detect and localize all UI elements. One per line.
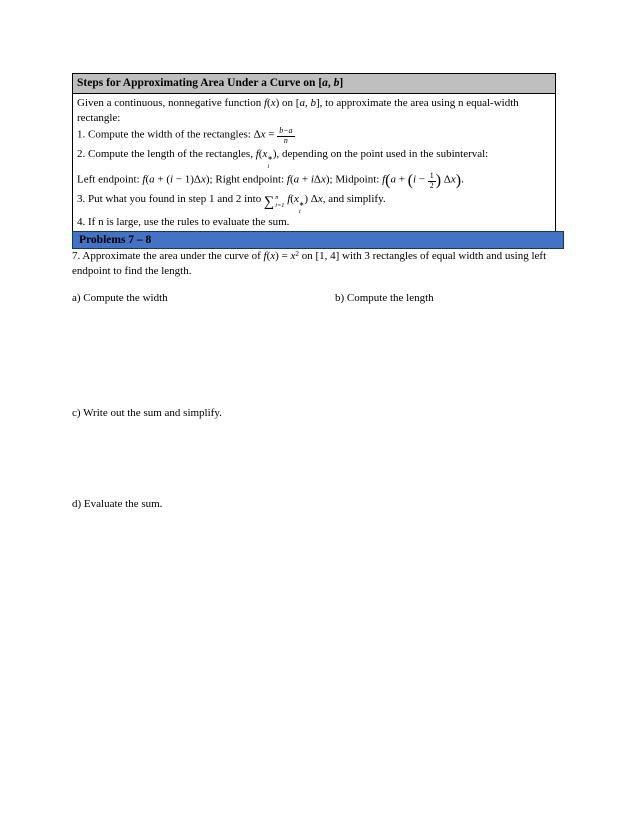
part-a-label: a) Compute the width [72,292,168,304]
steps-box-body [73,94,555,234]
steps-intro-line: Given a continuous, nonnegative function f(x) on [a, b], to approximate the area using n equal-width rectangle: [77,97,519,124]
steps-step3-line: 3. Put what you found in step 1 and 2 into ∑ n i=1 f(x ∗ i ) Δx, and simplify. [77,193,386,215]
steps-step4-line: 4. If n is large, use the rules to evaluate the sum. [77,216,290,229]
steps-box-title: Steps for Approximating Area Under a Curve on [a, b] [73,74,555,94]
steps-step2-line: 2. Compute the length of the rectangles, f(x ∗ i ), depending on the point used in the subinterval: [77,148,489,170]
part-d-label: d) Evaluate the sum. [72,498,163,510]
steps-box [72,73,556,235]
part-b-label: b) Compute the length [335,292,434,304]
steps-step1-line: 1. Compute the width of the rectangles: Δx = $\frac{b-a}{n}$ [77,126,293,145]
part-c-label: c) Write out the sum and simplify. [72,407,222,419]
problem-7-text: 7. Approximate the area under the curve of $f(x) = x^2$ on [1, 4] with 3 rectangles of equal width and using left endpoint to find the length. [72,249,547,277]
problems-header: Problems 7 – 8 [72,231,564,249]
steps-endpoints-line: Left endpoint: f(a + (i − 1)Δx); Right endpoint: f(a + iΔx); Midpoint: f(a + (i − $\frac{1}{2}$ ) Δx). [77,171,464,190]
